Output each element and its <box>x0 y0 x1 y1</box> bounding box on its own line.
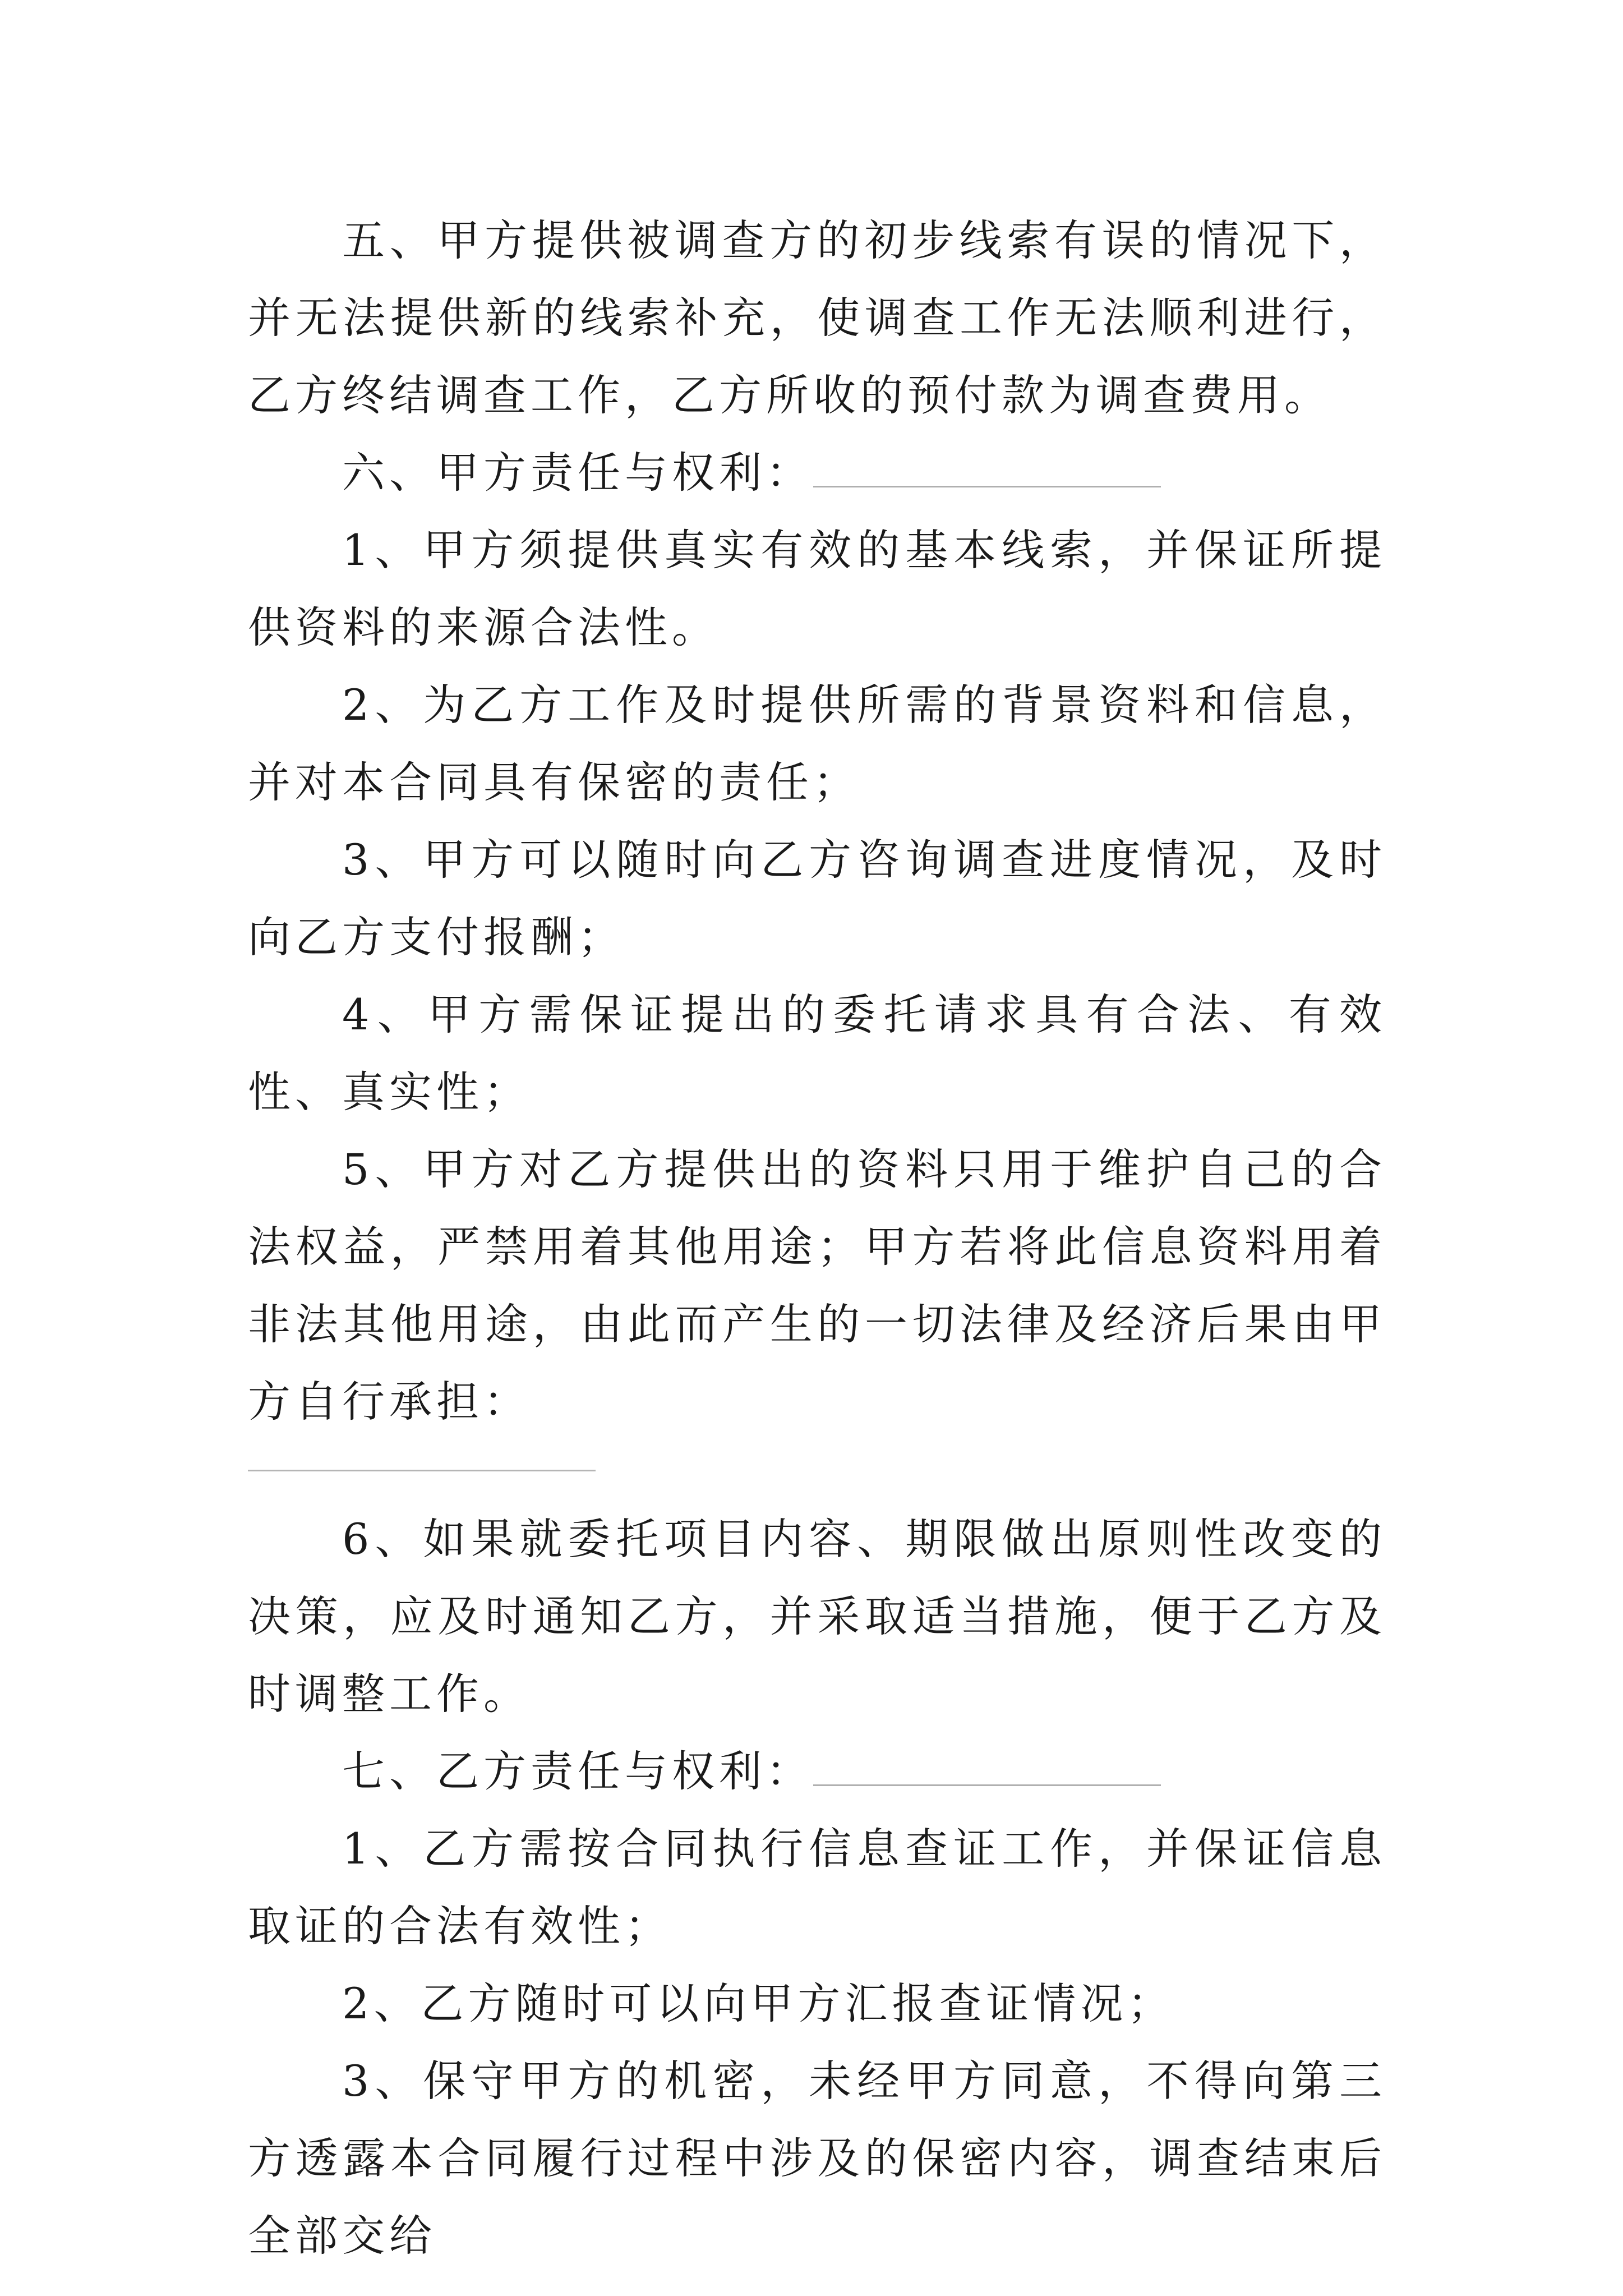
paragraph-6-5: 5、甲方对乙方提供出的资料只用于维护自己的合法权益，严禁用着其他用途；甲方若将此信息资料用着非法其他用途，由此而产生的一切法律及经济后果由甲方自行承担： <box>248 1144 1386 1427</box>
paragraph-6-6: 6、如果就委托项目内容、期限做出原则性改变的决策，应及时通知乙方，并采取适当措施，便于乙方及时调整工作。 <box>248 1514 1386 1719</box>
paragraph-6-1: 1、甲方须提供真实有效的基本线索，并保证所提供资料的来源合法性。 <box>248 525 1386 652</box>
paragraph-6-3: 3、甲方可以随时向乙方咨询调查进度情况，及时向乙方支付报酬； <box>248 835 1386 962</box>
document-body <box>248 202 1386 2275</box>
section-heading-7-text: 七、乙方责任与权利： <box>342 1746 813 1796</box>
paragraph-6-2: 2、为乙方工作及时提供所需的背景资料和信息，并对本合同具有保密的责任； <box>248 680 1386 807</box>
paragraph-6-4: 4、甲方需保证提出的委托请求具有合法、有效性、真实性； <box>248 990 1386 1117</box>
section-heading-6-text: 六、甲方责任与权利： <box>342 448 813 498</box>
paragraph-5: 五、甲方提供被调查方的初步线索有误的情况下，并无法提供新的线索补充，使调查工作无法顺利进行，乙方终结调查工作，乙方所收的预付款为调查费用。 <box>248 215 1386 420</box>
fill-in-blank-6 <box>813 452 1161 487</box>
paragraph-7-3: 3、保守甲方的机密，未经甲方同意，不得向第三方透露本合同履行过程中涉及的保密内容，调查结束后全部交给 <box>248 2056 1386 2261</box>
divider-line <box>248 1470 596 1471</box>
paragraph-7-2: 2、乙方随时可以向甲方汇报查证情况； <box>342 1978 1175 2028</box>
section-heading-6 <box>248 434 1386 512</box>
fill-in-blank-7 <box>813 1751 1161 1786</box>
paragraph-7-1: 1、乙方需按合同执行信息查证工作，并保证信息取证的合法有效性； <box>248 1824 1386 1951</box>
section-heading-7 <box>248 1733 1386 1810</box>
